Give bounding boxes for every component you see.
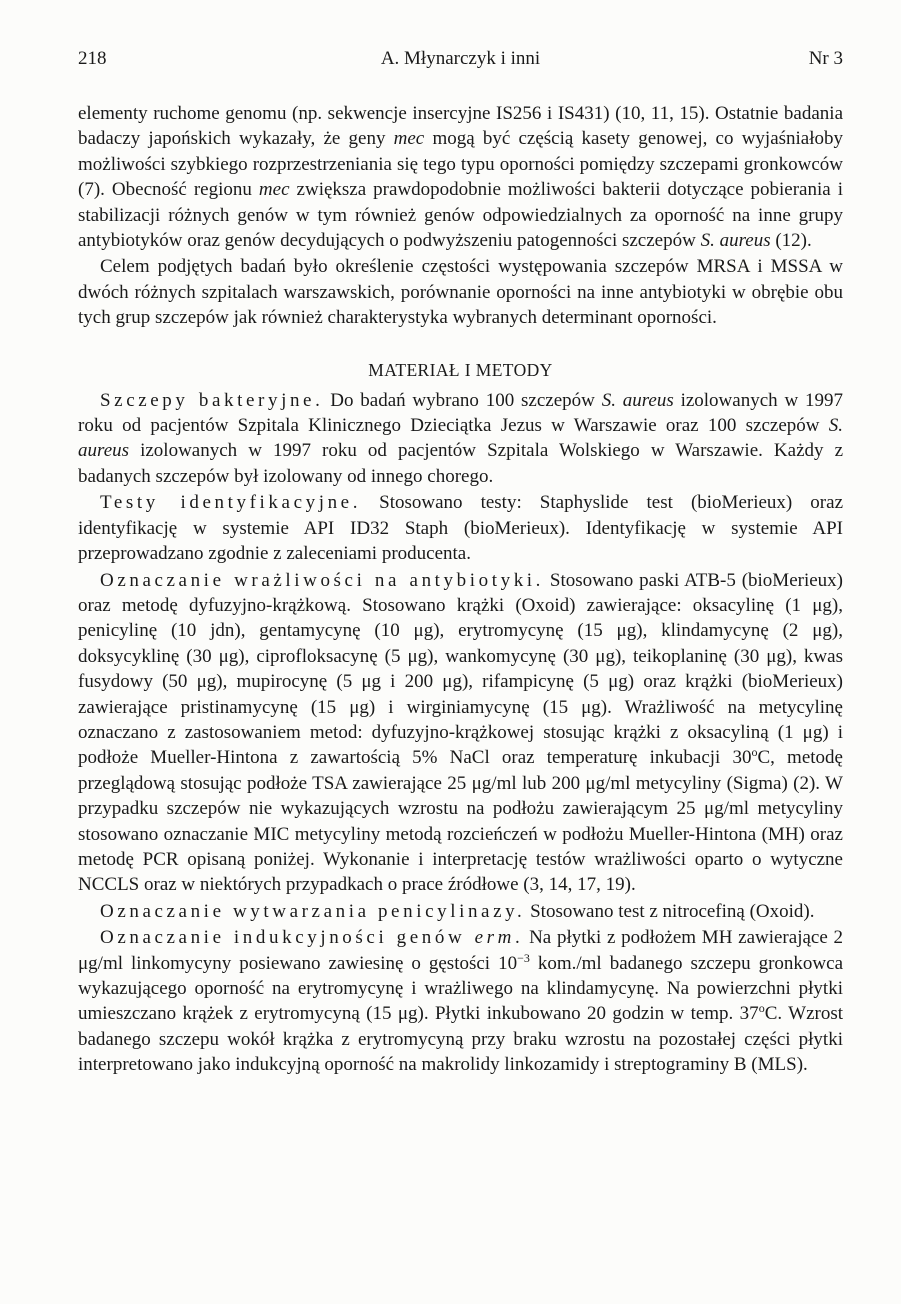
species-name: S. aureus — [78, 415, 843, 462]
subsection-label: Oznaczanie wrażliwości na antybiotyki. — [100, 569, 545, 591]
page-number: 218 — [78, 48, 107, 69]
gene-name: mec — [393, 128, 425, 150]
paragraph-susceptibility — [78, 568, 843, 898]
gene-name: erm — [474, 927, 515, 949]
text-run: izolowanych w 1997 roku od pacjentów Szpitala Wolskiego w Warszawie. Każdy z badanych szczepów był izolowany od innego chorego. — [78, 440, 843, 487]
paragraph-bacterial-strains — [78, 388, 843, 490]
text-run: C, metodę przeglądową stosując podłoże TSA zawierające 25 μg/ml lub 200 μg/ml metycyliny (Sigma) (2). W przypadku szczepów nie wykazujących wzrostu na podłożu zawierającym 25 μg/ml metycyliny stosowano oznaczanie MIC metycyliny metodą rozcieńczeń w podłożu Mueller-Hintona (MH) oraz metodę PCR opisaną poniżej. Wykonanie i interpretację testów wrażliwości oparto o wytyczne NCCLS oraz w niektórych przypadkach o prace źródłowe (3, 14, 17, 19). — [78, 747, 843, 896]
paragraph-intro-2: Celem podjętych badań było określenie częstości występowania szczepów MRSA i MSSA w dwóch różnych szpitalach warszawskich, porównanie oporności na inne antybiotyki w obrębie obu tych grup szczepów jak również charakterystyka wybranych determinant oporności. — [78, 256, 843, 329]
section-heading: MATERIAŁ I METODY — [368, 359, 553, 380]
text-run: Stosowano testy: Staphyslide test (bioMerieux) oraz identyfikację w systemie API ID32 Staph (bioMerieux). Identyfikację w systemie API przeprowadzano zgodnie z zaleceniami producenta. — [78, 492, 843, 565]
text-run: (12). — [770, 230, 812, 252]
text-run: elementy ruchome genomu (np. sekwencje insercyjne IS256 i IS431) (10, 11, 15). Ostatnie badania badaczy japońskich wykazały, że geny — [78, 103, 843, 150]
text-run: C. Wzrost badanego szczepu wokół krążka z erytromycyną przy braku wzrostu na pozostałej części płytki interpretowano jako indukcyjną oporność na makrolidy linkozamidy i streptograminy B (MLS). — [78, 1003, 843, 1076]
article-body — [78, 101, 843, 1078]
subsection-label: Testy identyfikacyjne. — [100, 492, 362, 514]
species-name: S. aureus — [700, 230, 771, 252]
gene-name: mec — [258, 179, 290, 201]
text-run: Na płytki z podłożem MH zawierające 2 μg/ml linkomycyny posiewano zawiesinę o gęstości 10 — [78, 927, 843, 974]
label-run: . — [514, 927, 524, 949]
running-header — [78, 48, 843, 76]
text-run: Stosowano test z nitrocefiną (Oxoid). — [525, 900, 815, 922]
degree-sign: o — [751, 745, 758, 760]
subsection-label: Szczepy bakteryjne. — [100, 389, 324, 411]
paragraph-intro-1 — [78, 101, 843, 253]
text-run: Do badań wybrano 100 szczepów — [323, 389, 602, 411]
subsection-label: Oznaczanie wytwarzania penicylinazy. — [100, 900, 526, 922]
text-run: kom./ml badanego szczepu gronkowca wykazującego oporność na erytromycynę i wrażliwego na klindamycynę. Na powierzchni płytki umieszczano krążek z erytromycyną (15 μg). Płytki inkubowano 20 godzin w temp. 37 — [78, 952, 843, 1025]
paragraph-penicillinase — [78, 899, 843, 924]
exponent: −3 — [517, 950, 530, 965]
text-run: zwiększa prawdopodobnie możliwości bakterii dotyczące pobierania i stabilizacji różnych genów w tym również genów odpowiedzialnych za oporność na inne grupy antybiotyków oraz genów decydujących o podwyższeniu patogenności szczepów — [78, 179, 844, 252]
paragraph-identification-tests — [78, 490, 843, 566]
degree-sign: o — [758, 1001, 765, 1016]
label-run: Oznaczanie indukcyjności genów — [100, 927, 475, 949]
paragraph-erm-inducibility — [78, 925, 843, 1077]
text-run: mogą być częścią kasety genowej, co wyjaśniałoby możliwości szybkiego rozprzestrzeniania się tego typu oporności pomiędzy szczepami gronkowców (7). Obecność regionu — [78, 128, 844, 201]
issue-number: Nr 3 — [808, 48, 843, 69]
subsection-label — [100, 927, 523, 948]
text-run: Stosowano paski ATB-5 (bioMerieux) oraz metodę dyfuzyjno-krążkową. Stosowano krążki (Oxoid) zawierające: oksacylinę (1 μg), penicylinę (10 jdn), gentamycynę (10 μg), erytromycynę (15 μg), klindamycynę (2 μg), doksycyklinę (30 μg), ciprofloksacynę (5 μg), wankomycynę (30 μg), teikoplaninę (30 μg), kwas fusydowy (50 μg), mupirocynę (5 μg i 200 μg), rifampicynę (5 μg) oraz krążki (bioMerieux) zawierające pristinamycynę (15 μg) i wirginiamycynę (15 μg). Wrażliwość na metycylinę oznaczano z zastosowaniem metod: dyfuzyjno-krążkowej stosując krążki z oksacyliną (1 μg) i podłoże Mueller-Hintona z zawartością 5% NaCl oraz temperaturę inkubacji 30 — [78, 569, 843, 769]
text-run: izolowanych w 1997 roku od pacjentów Szpitala Klinicznego Dzieciątka Jezus w Warszawie oraz 100 szczepów — [78, 389, 843, 437]
species-name: S. aureus — [601, 389, 674, 411]
running-head-authors: A. Młynarczyk i inni — [380, 48, 541, 69]
